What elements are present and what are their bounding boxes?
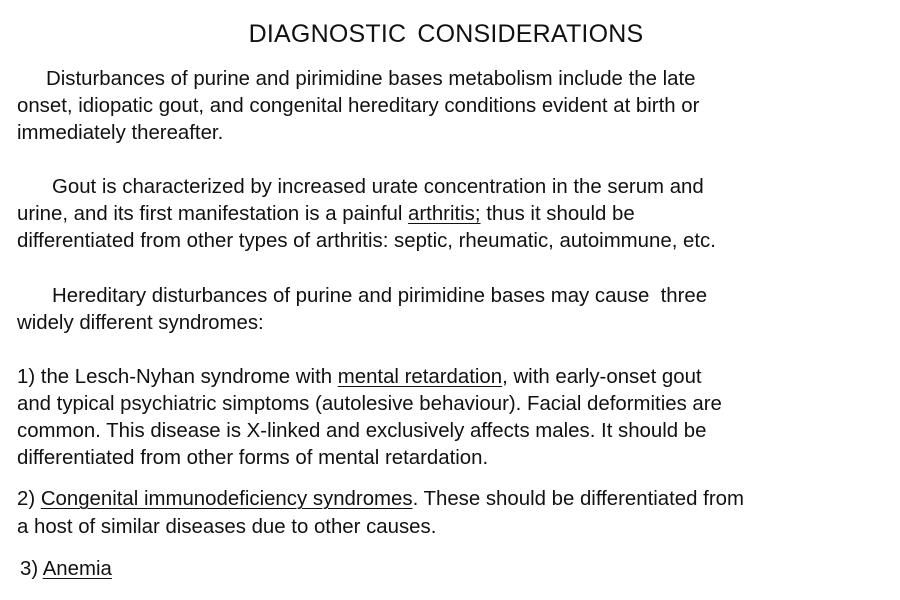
item-2-line-1 xyxy=(17,486,744,513)
item-2-text-after-link: . These should be differentiated from xyxy=(412,488,744,510)
item-1-text-after-link: , with early-onset gout xyxy=(502,366,702,388)
paragraph-2-line-3: differentiated from other types of arthritis: septic, rheumatic, autoimmune, etc. xyxy=(17,230,716,252)
paragraph-3-line-1: Hereditary disturbances of purine and pirimidine bases may cause three xyxy=(52,285,708,307)
paragraph-2-text-after-link: thus it should be xyxy=(486,203,635,225)
paragraph-1-line-1: Disturbances of purine and pirimidine bases metabolism include the late xyxy=(46,68,696,90)
item-2-number: 2) xyxy=(17,488,36,510)
paragraph-1-line-2: onset, idiopatic gout, and congenital hereditary conditions evident at birth or xyxy=(17,95,700,117)
immunodeficiency-link[interactable]: Congenital immunodeficiency syndromes xyxy=(40,488,413,510)
paragraph-3-line-2: widely different syndromes: xyxy=(17,312,264,334)
paragraph-1-line-3: immediately thereafter. xyxy=(17,122,224,144)
paragraph-2-line-1: Gout is characterized by increased urate concentration in the serum and xyxy=(52,176,704,198)
item-1-line-3: common. This disease is X-linked and exclusively affects males. It should be xyxy=(17,420,707,442)
item-2-line-2: a host of similar diseases due to other causes. xyxy=(17,516,437,538)
slide-title: DIAGNOSTIC CONSIDERATIONS xyxy=(248,20,644,48)
anemia-link[interactable]: Anemia xyxy=(42,558,112,580)
paragraph-2-line-2 xyxy=(17,201,635,228)
item-1-line-1 xyxy=(17,364,702,391)
item-1-line-4: differentiated from other forms of mental retardation. xyxy=(17,447,489,469)
mental-retardation-link[interactable]: mental retardation xyxy=(337,366,503,388)
item-1-text-before-link: 1) the Lesch-Nyhan syndrome with xyxy=(17,366,333,388)
arthritis-link[interactable]: arthritis; xyxy=(408,203,481,225)
paragraph-2-text-before-link: urine, and its first manifestation is a painful xyxy=(17,203,403,225)
item-1-line-2: and typical psychiatric simptoms (autolesive behaviour). Facial deformities are xyxy=(17,393,722,415)
item-3-line xyxy=(20,556,112,583)
item-3-number: 3) xyxy=(20,558,39,580)
